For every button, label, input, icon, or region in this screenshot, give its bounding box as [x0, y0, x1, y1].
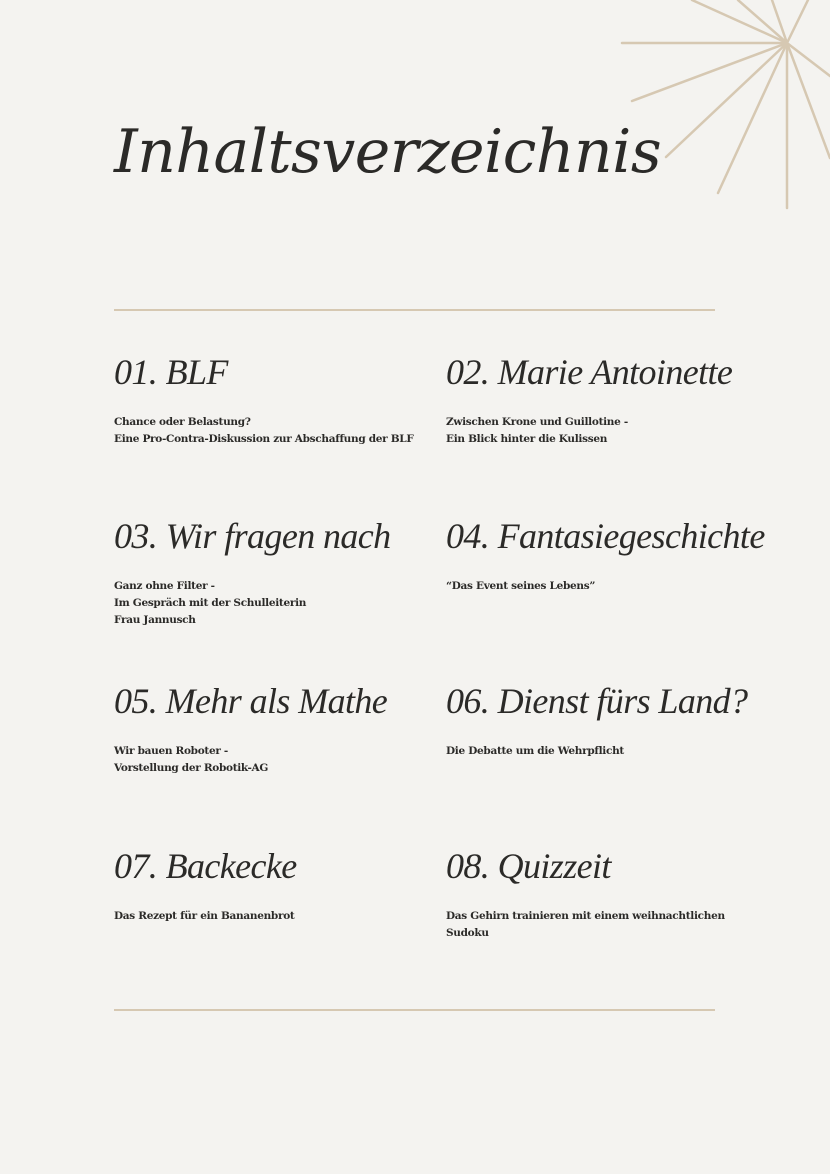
toc-entry-04[interactable] [446, 518, 776, 595]
toc-entry-description: Das Rezept für ein Bananenbrot [114, 910, 295, 922]
toc-entry-heading: 07. Backecke [114, 846, 297, 886]
toc-entry-heading: 04. Fantasiegeschichte [446, 516, 765, 556]
toc-entry-heading: 06. Dienst fürs Land? [446, 681, 748, 721]
toc-entry-description: Das Gehirn trainieren mit einem weihnachtlichen Sudoku [446, 910, 725, 939]
toc-entry-07[interactable] [114, 848, 444, 925]
toc-entry-heading: 05. Mehr als Mathe [114, 681, 388, 721]
bottom-divider [114, 1009, 715, 1011]
toc-entry-08[interactable] [446, 848, 776, 942]
toc-entry-03[interactable] [114, 518, 444, 629]
toc-entry-heading: 01. BLF [114, 352, 228, 392]
top-divider [114, 309, 715, 311]
toc-entry-description: Zwischen Krone und Guillotine - Ein Blick hinter die Kulissen [446, 416, 628, 445]
toc-entry-heading: 02. Marie Antoinette [446, 352, 733, 392]
toc-entry-description: Ganz ohne Filter - Im Gespräch mit der Schulleiterin Frau Jannusch [114, 580, 307, 626]
toc-entry-description: “Das Event seines Lebens” [446, 580, 596, 592]
toc-entry-01[interactable] [114, 354, 444, 448]
toc-entry-description: Wir bauen Roboter - Vorstellung der Robotik-AG [114, 745, 269, 774]
toc-entry-02[interactable] [446, 354, 776, 448]
toc-entry-06[interactable] [446, 683, 776, 760]
toc-entry-heading: 08. Quizzeit [446, 846, 611, 886]
toc-entry-05[interactable] [114, 683, 444, 777]
page-title: Inhaltsverzeichnis [114, 117, 662, 187]
toc-entry-description: Die Debatte um die Wehrpflicht [446, 745, 624, 757]
toc-entry-description: Chance oder Belastung? Eine Pro-Contra-Diskussion zur Abschaffung der BLF [114, 416, 414, 445]
toc-entry-heading: 03. Wir fragen nach [114, 516, 391, 556]
